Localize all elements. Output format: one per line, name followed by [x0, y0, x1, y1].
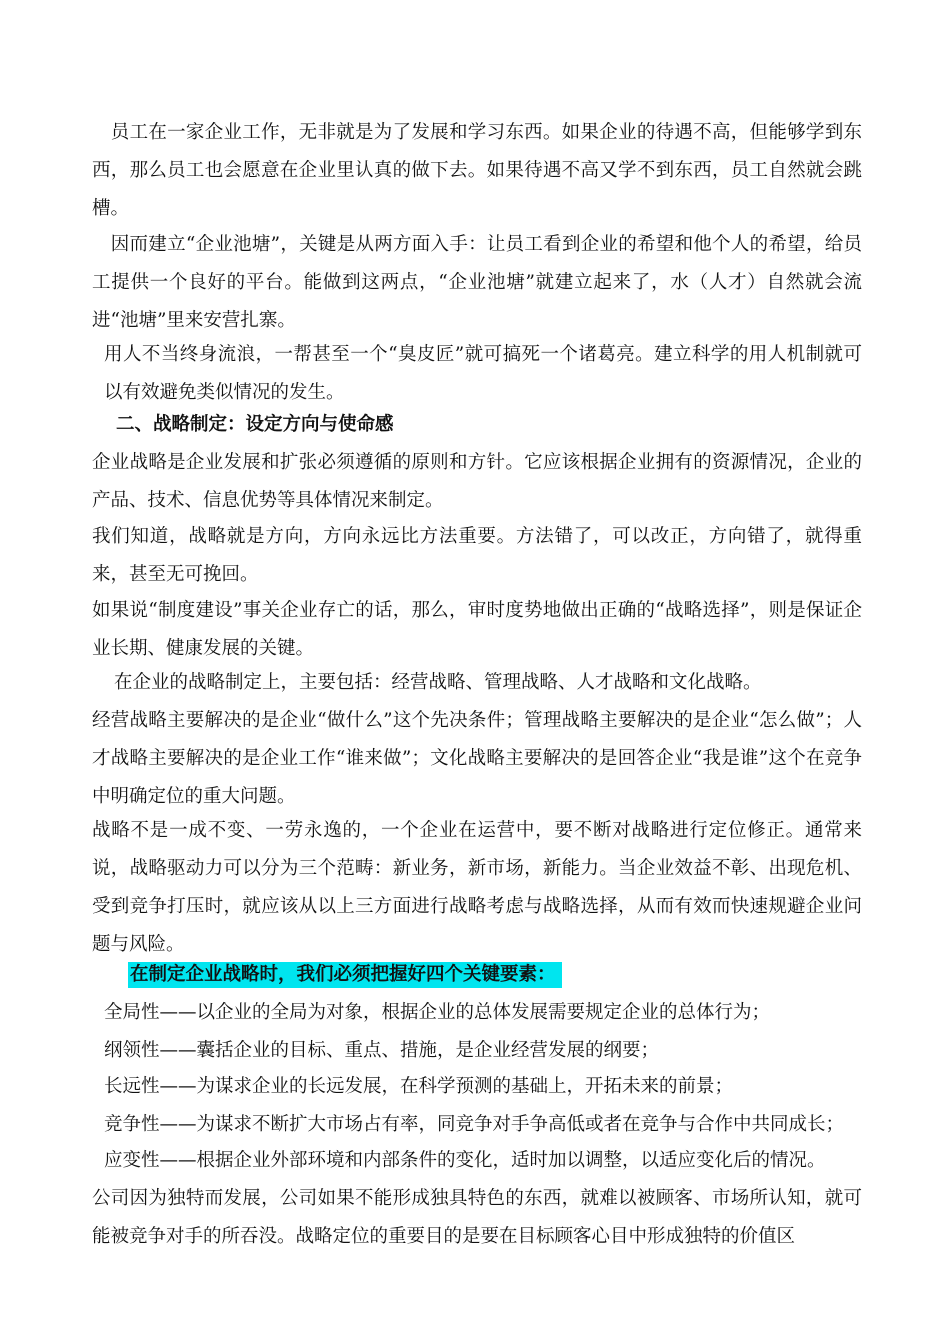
element-item-long-term: 长远性——为谋求企业的长远发展，在科学预测的基础上，开拓未来的前景； [104, 1076, 734, 1097]
element-item-competitive: 竞争性——为谋求不断扩大市场占有率，同竞争对手争高低或者在竞争与合作中共同成长； [104, 1114, 845, 1135]
paragraph-strategy-definition: 企业战略是企业发展和扩张必须遵循的原则和方针。它应该根据企业拥有的资源情况，企业的产品、技术、信息优势等具体情况来制定。 [92, 452, 862, 511]
element-item-overall: 全局性——以企业的全局为对象，根据企业的总体发展需要规定企业的总体行为； [104, 1002, 771, 1023]
paragraph-strategy-revision: 战略不是一成不变、一劳永逸的，一个企业在运营中，要不断对战略进行定位修正。通常来说，战略驱动力可以分为三个范畴：新业务，新市场，新能力。当企业效益不彰、出现危机、受到竞争打压时，就应该从以上三方面进行战略考虑与战略选择，从而有效而快速规避企业问题与风险。 [92, 820, 862, 955]
paragraph-strategy-types: 在企业的战略制定上，主要包括：经营战略、管理战略、人才战略和文化战略。 [114, 672, 762, 693]
paragraph-employee-growth: 员工在一家企业工作，无非就是为了发展和学习东西。如果企业的待遇不高，但能够学到东西，那么员工也会愿意在企业里认真的做下去。如果待遇不高又学不到东西，员工自然就会跳槽。 [92, 122, 862, 219]
highlighted-key-elements-heading: 在制定企业战略时，我们必须把握好四个关键要素： [128, 962, 562, 988]
paragraph-strategy-direction: 我们知道，战略就是方向，方向永远比方法重要。方法错了，可以改正，方向错了，就得重来，甚至无可挽回。 [92, 526, 862, 585]
section-heading: 二、战略制定：设定方向与使命感 [116, 414, 394, 435]
paragraph-enterprise-pond: 因而建立“企业池塘”，关键是从两方面入手：让员工看到企业的希望和他个人的希望，给员工提供一个良好的平台。能做到这两点，“企业池塘”就建立起来了，水（人才）自然就会流进“池塘”里来安营扎寨。 [92, 234, 862, 331]
paragraph-employment-mechanism: 用人不当终身流浪，一帮甚至一个“臭皮匠”就可搞死一个诸葛亮。建立科学的用人机制就可以有效避免类似情况的发生。 [104, 344, 862, 403]
paragraph-strategy-questions: 经营战略主要解决的是企业“做什么”这个先决条件；管理战略主要解决的是企业“怎么做”；人才战略主要解决的是企业工作“谁来做”；文化战略主要解决的是回答企业“我是谁”这个在竞争中明确定位的重大问题。 [92, 710, 862, 807]
paragraph-closing: 公司因为独特而发展，公司如果不能形成独具特色的东西，就难以被顾客、市场所认知，就可能被竞争对手的所吞没。战略定位的重要目的是要在目标顾客心目中形成独特的价值区 [92, 1188, 862, 1247]
paragraph-strategy-choice: 如果说“制度建设”事关企业存亡的话，那么，审时度势地做出正确的“战略选择”，则是保证企业长期、健康发展的关键。 [92, 600, 862, 659]
element-item-adaptability: 应变性——根据企业外部环境和内部条件的变化，适时加以调整，以适应变化后的情况。 [104, 1150, 826, 1171]
element-item-programmatic: 纲领性——囊括企业的目标、重点、措施，是企业经营发展的纲要； [104, 1040, 660, 1061]
